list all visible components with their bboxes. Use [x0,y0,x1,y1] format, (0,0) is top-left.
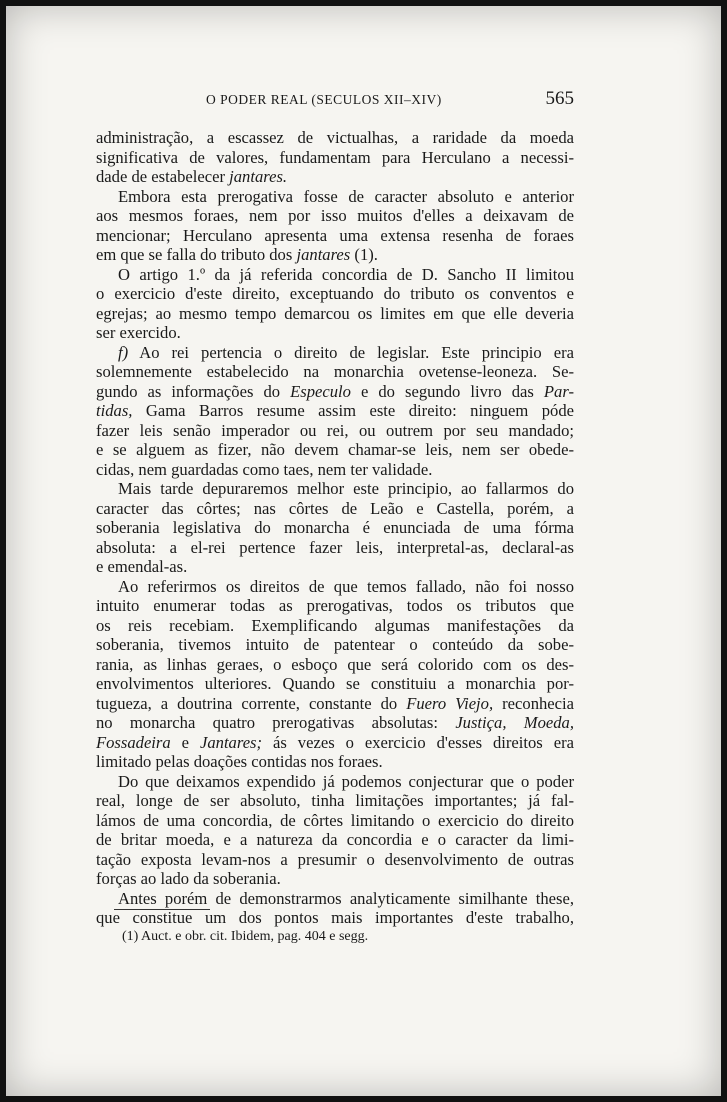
text-line: cidas, nem guardadas como taes, nem ter validade. [96,459,433,479]
footnote: (1) Auct. e obr. cit. Ibidem, pag. 404 e segg. [122,929,369,944]
text-line: soberania legislativa do monarcha é enunciada de uma fórma [96,518,574,537]
page-number: 565 [545,88,574,109]
book-page [6,6,721,1096]
text-line: limitado pelas doações contidas nos foraes. [96,752,383,771]
text-line: de britar moeda, e a natureza da concordia e o caracter da limi- [96,830,574,849]
text-line: ser exercido. [96,323,181,342]
text-line: solemnemente estabelecido na monarchia ovetense-leoneza. Se- [96,362,574,381]
text-line: fazer leis senão imperador ou rei, ou outrem por seu mandado; [96,420,574,440]
text-line: no monarcha quatro prerogativas absolutas: Justiça, Moeda, [96,713,574,732]
text-line: Do que deixamos expendido já podemos conjecturar que o poder [118,771,574,791]
text-line: forças ao lado da soberania. [96,869,281,888]
text-line: absoluta: a el-rei pertence fazer leis, interpretal-as, declaral-as [96,537,574,557]
text-line: intuito enumerar todas as prerogativas, todos os tributos que [96,596,574,615]
text-line: caracter das côrtes; nas côrtes de Leão e Castella, porém, a [96,498,574,518]
text-line: que constitue um dos pontos mais importantes d'este trabalho, [96,908,574,927]
text-line: e se alguem as fizer, não devem chamar-se leis, nem ser obede- [96,440,574,459]
text-line: tugueza, a doutrina corrente, constante do Fuero Viejo, reconhecia [96,693,574,713]
text-line: o exercicio d'este direito, exceptuando do tributo os conventos e [96,284,574,303]
text-line: em que se falla do tributo dos jantares (1). [96,245,378,264]
text-line: e emendal-as. [96,557,188,576]
running-head [102,88,574,116]
text-line: Antes porém de demonstrarmos analyticamente similhante these, [118,888,574,908]
text-line: dade de estabelecer jantares. [96,167,288,186]
text-line: gundo as informações do Especulo e do segundo livro das Par- [96,381,574,401]
text-line: Ao referirmos os direitos de que temos fallado, não foi nosso [118,576,574,596]
text-line: tidas, Gama Barros resume assim este direito: ninguem póde [96,401,574,420]
text-line: significativa de valores, fundamentam para Herculano a necessi- [96,147,574,167]
footnote-divider [114,909,210,910]
text-line: mencionar; Herculano apresenta uma extensa resenha de foraes [96,225,574,245]
text-line: Fossadeira e Jantares; ás vezes o exercicio d'esses direitos era [96,732,574,752]
text-line: envolvimentos ulteriores. Quando se constituiu a monarchia por- [96,674,574,693]
text-line: lámos de uma concordia, de côrtes limitando o exercicio do direito [96,810,574,830]
text-line: rania, as linhas geraes, o esboço que será colorido com os des- [96,654,574,674]
text-line: os reis recebiam. Exemplificando algumas manifestações da [96,615,574,635]
text-line: tação exposta levam-nos a presumir o desenvolvimento de outras [96,849,574,869]
text-line: egrejas; ao mesmo tempo demarcou os limites em que elle deveria [96,303,574,323]
body-text [96,128,574,928]
running-title: O PODER REAL (SECULOS XII–XIV) [206,92,442,107]
text-line: Mais tarde depuraremos melhor este principio, ao fallarmos do [118,479,574,498]
text-line: O artigo 1.º da já referida concordia de D. Sancho II limitou [118,264,574,284]
text-line: Embora esta prerogativa fosse de caracter absoluto e anterior [118,186,574,206]
text-line: administração, a escassez de victualhas, a raridade da moeda [96,128,574,147]
text-line: f) Ao rei pertencia o direito de legislar. Este principio era [118,342,574,362]
text-line: soberania, tivemos intuito de patentear o conteúdo da sobe- [96,635,574,654]
text-line: real, longe de ser absoluto, tinha limitações importantes; já fal- [96,791,574,810]
text-line: aos mesmos foraes, nem por isso muitos d'elles a deixavam de [96,206,574,225]
